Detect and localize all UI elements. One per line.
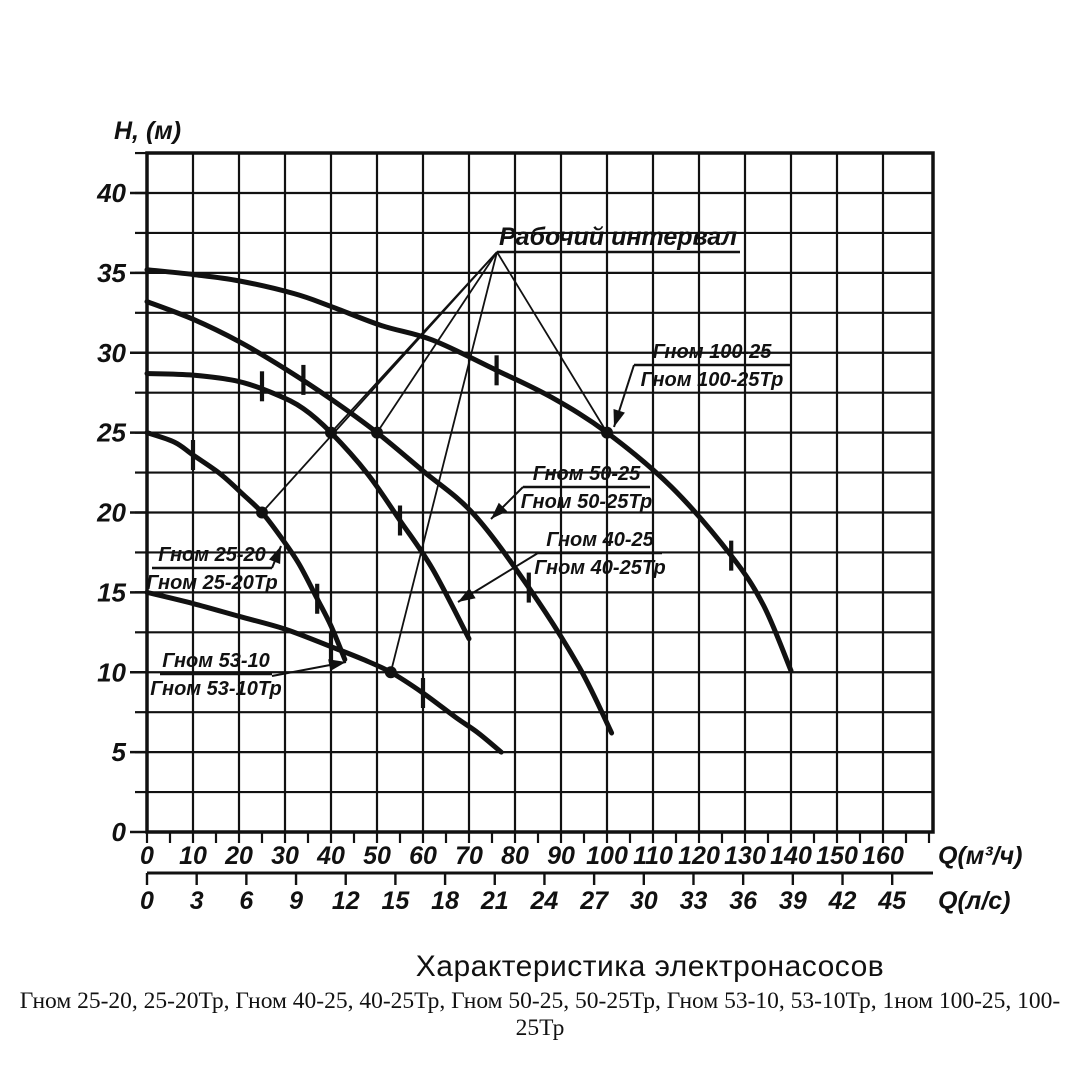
svg-text:27: 27: [580, 887, 609, 915]
svg-text:10: 10: [97, 657, 126, 688]
svg-text:70: 70: [455, 842, 483, 870]
svg-text:20: 20: [225, 842, 253, 870]
nominal-point-gnom-25-20: [256, 507, 268, 519]
nominal-point-gnom-100-25: [601, 427, 613, 439]
svg-text:130: 130: [724, 842, 766, 870]
y-axis-title: Н, (м): [114, 117, 182, 145]
svg-text:0: 0: [111, 817, 126, 847]
svg-text:160: 160: [862, 842, 904, 870]
svg-text:35: 35: [97, 257, 126, 288]
svg-text:12: 12: [331, 887, 360, 915]
svg-text:15: 15: [97, 577, 126, 608]
svg-text:30: 30: [271, 842, 299, 870]
curve-gnom-40-25: [147, 371, 469, 638]
nominal-point-gnom-53-10: [385, 666, 397, 678]
chart-caption: Гном 25-20, 25-20Тр, Гном 40-25, 40-25Тр, Гном 50-25, 50-25Тр, Гном 53-10, 53-10Тр, 1ном 100-25, 100-25Тр: [19, 988, 1061, 1041]
svg-text:100: 100: [586, 842, 628, 870]
svg-text:40: 40: [317, 842, 345, 870]
working-interval-label: [497, 223, 740, 252]
svg-text:Гном 40-25: Гном 40-25: [546, 529, 654, 551]
svg-text:0: 0: [140, 842, 154, 870]
svg-text:9: 9: [289, 887, 303, 915]
svg-text:Гном 50-25Тр: Гном 50-25Тр: [520, 491, 653, 513]
svg-text:80: 80: [501, 842, 529, 870]
y-axis: [96, 117, 181, 847]
nominal-point-gnom-40-25: [325, 427, 337, 439]
svg-text:36: 36: [729, 887, 758, 915]
svg-text:39: 39: [778, 887, 807, 915]
svg-text:3: 3: [189, 887, 204, 915]
callout-gnom-25-20: [146, 544, 281, 594]
svg-text:150: 150: [816, 842, 858, 870]
svg-text:45: 45: [878, 887, 907, 915]
svg-text:Гном 53-10Тр: Гном 53-10Тр: [150, 678, 282, 700]
svg-text:Гном 100-25Тр: Гном 100-25Тр: [640, 369, 784, 391]
svg-text:20: 20: [97, 497, 126, 528]
svg-text:140: 140: [770, 842, 812, 870]
svg-text:Гном 40-25Тр: Гном 40-25Тр: [534, 557, 666, 579]
svg-text:25: 25: [97, 417, 126, 448]
chart-title: Характеристика электронасосов: [415, 950, 885, 983]
svg-text:90: 90: [547, 842, 575, 870]
svg-text:18: 18: [431, 887, 459, 915]
svg-text:21: 21: [480, 887, 509, 915]
svg-text:120: 120: [678, 842, 720, 870]
svg-text:42: 42: [828, 887, 857, 915]
svg-text:Гном 53-10: Гном 53-10: [162, 650, 270, 672]
svg-text:Гном 100-25: Гном 100-25: [652, 341, 772, 363]
svg-text:33: 33: [679, 887, 708, 915]
svg-text:Гном 25-20Тр: Гном 25-20Тр: [146, 572, 278, 594]
svg-text:15: 15: [381, 887, 410, 915]
svg-text:10: 10: [179, 842, 207, 870]
svg-text:110: 110: [633, 842, 673, 870]
svg-text:Рабочий интервал: Рабочий интервал: [498, 223, 738, 251]
svg-text:6: 6: [239, 887, 254, 915]
callout-gnom-100-25: [614, 341, 790, 427]
callout-gnom-53-10: [150, 650, 346, 700]
nominal-point-gnom-50-25: [371, 427, 383, 439]
svg-text:60: 60: [409, 842, 437, 870]
svg-text:5: 5: [111, 737, 126, 768]
x-axis-ls: [140, 873, 1010, 915]
svg-text:30: 30: [97, 337, 126, 368]
svg-text:0: 0: [140, 887, 154, 915]
x-axis-ls-unit: Q(л/с): [938, 887, 1011, 915]
curve-line-gnom-40-25: [147, 374, 469, 639]
x-axis-m3h: [140, 832, 1022, 870]
x-axis-m3h-unit: Q(м³/ч): [938, 842, 1023, 870]
svg-text:40: 40: [97, 178, 126, 208]
svg-text:Гном 50-25: Гном 50-25: [532, 463, 641, 485]
svg-text:30: 30: [629, 887, 658, 915]
svg-text:Гном 25-20: Гном 25-20: [158, 544, 266, 566]
svg-text:50: 50: [363, 842, 391, 870]
svg-text:24: 24: [530, 887, 559, 915]
